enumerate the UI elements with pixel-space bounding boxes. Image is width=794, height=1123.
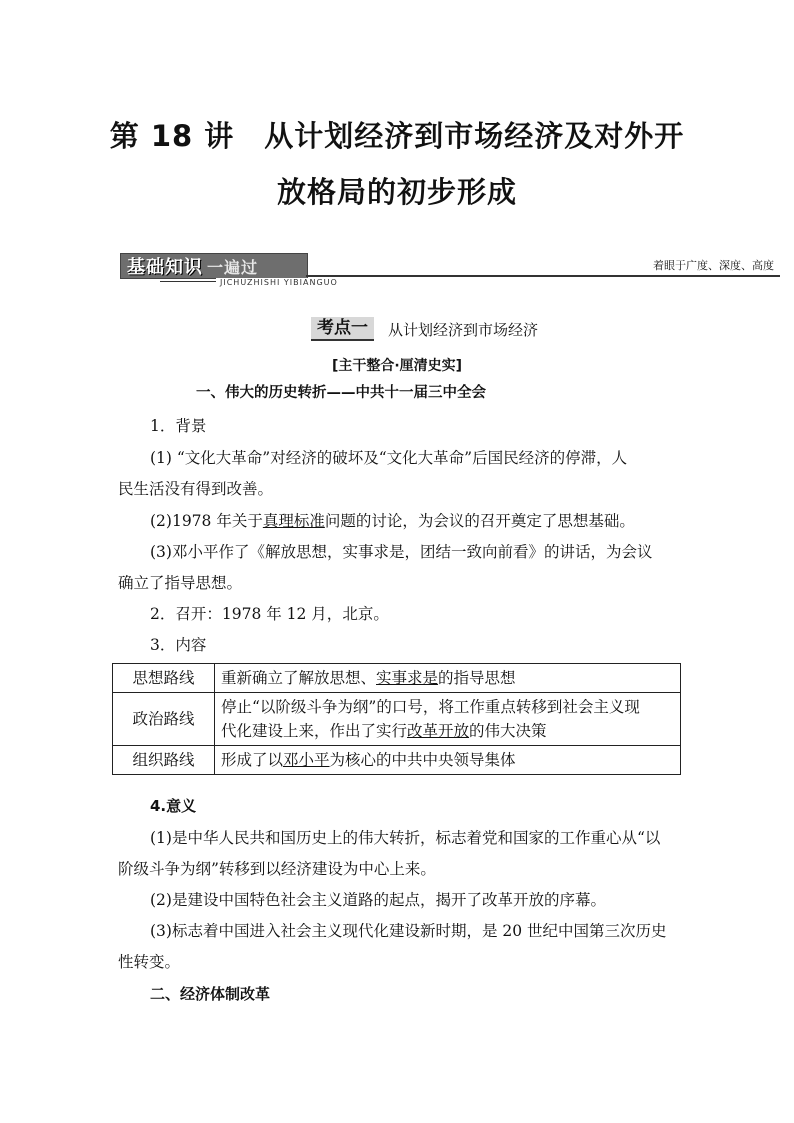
table-key: 组织路线 — [113, 746, 215, 775]
cell-key-term: 实事求是 — [376, 669, 439, 687]
section-1-heading: 一、伟大的历史转折——中共十一届三中全会 — [196, 385, 486, 401]
point-3-heading: 3．内容 — [150, 636, 207, 654]
point-4-heading: 4.意义 — [150, 797, 197, 815]
background-item-3-line-2: 确立了指导思想。 — [118, 574, 243, 592]
table-value — [215, 664, 681, 693]
significance-3-line-1: (3)标志着中国进入社会主义现代化建设新时期，是 20 世纪中国第三次历史 — [150, 922, 667, 940]
table-row — [113, 664, 681, 693]
background-item-1-line-1: (1) “文化大革命”对经济的破坏及“文化大革命”后国民经济的停滞，人 — [150, 449, 628, 467]
table-row — [113, 693, 681, 746]
significance-1-line-1: (1)是中华人民共和国历史上的伟大转折，标志着党和国家的工作重心从“以 — [150, 829, 661, 847]
table-row — [113, 746, 681, 775]
topic-heading — [311, 317, 538, 341]
cell-text: 形成了以 — [221, 751, 284, 769]
banner-rule — [306, 275, 780, 277]
bg2-prefix: (2)1978 年关于 — [150, 512, 263, 530]
cell-key-term: 邓小平 — [283, 751, 330, 769]
topic-title: 从计划经济到市场经济 — [388, 320, 539, 339]
banner-sub-text: 一遍过 — [207, 257, 259, 277]
background-item-2 — [150, 510, 635, 532]
cell-line: 停止“以阶级斗争为纲”的口号，将工作重点转移到社会主义现 — [221, 698, 640, 716]
significance-1-line-2: 阶级斗争为纲”转移到以经济建设为中心上来。 — [118, 860, 436, 878]
banner-slogan: 着眼于广度、深度、高度 — [653, 259, 774, 272]
cell-text: 为核心的中共中央领导集体 — [329, 751, 516, 769]
section-banner — [120, 253, 780, 287]
subsection-heading: [主干整合·厘清史实] — [331, 358, 463, 374]
point-2: 2．召开：1978 年 12 月，北京。 — [150, 605, 389, 623]
table-value — [215, 693, 681, 746]
point-1-heading: 1．背景 — [150, 417, 207, 435]
banner-pinyin: JICHUZHISHI YIBIANGUO — [216, 278, 342, 287]
cell-line — [221, 719, 674, 743]
topic-label: 考点一 — [311, 317, 374, 341]
significance-3-line-2: 性转变。 — [118, 953, 181, 971]
cell-text: 代化建设上来，作出了实行 — [221, 722, 408, 740]
background-item-3-line-1: (3)邓小平作了《解放思想，实事求是，团结一致向前看》的讲话，为会议 — [150, 543, 653, 561]
bg2-key-term: 真理标准 — [262, 512, 325, 530]
cell-key-term: 改革开放 — [407, 722, 470, 740]
background-item-1-line-2: 民生活没有得到改善。 — [118, 480, 274, 498]
table-key: 思想路线 — [113, 664, 215, 693]
content-table — [112, 663, 681, 775]
table-value — [215, 746, 681, 775]
banner-box — [120, 253, 308, 279]
banner-main-text: 基础知识 — [127, 257, 203, 278]
cell-text: 的伟大决策 — [469, 722, 547, 740]
section-2-heading: 二、经济体制改革 — [150, 985, 271, 1003]
cell-text: 重新确立了解放思想、 — [221, 669, 377, 687]
significance-2: (2)是建设中国特色社会主义道路的起点，揭开了改革开放的序幕。 — [150, 891, 606, 909]
lesson-title-line-2: 放格局的初步形成 — [276, 175, 517, 209]
cell-text: 的指导思想 — [438, 669, 516, 687]
table-key: 政治路线 — [113, 693, 215, 746]
lesson-title-line-1: 第 18 讲 从计划经济到市场经济及对外开 — [109, 119, 685, 153]
bg2-suffix: 问题的讨论，为会议的召开奠定了思想基础。 — [324, 512, 635, 530]
